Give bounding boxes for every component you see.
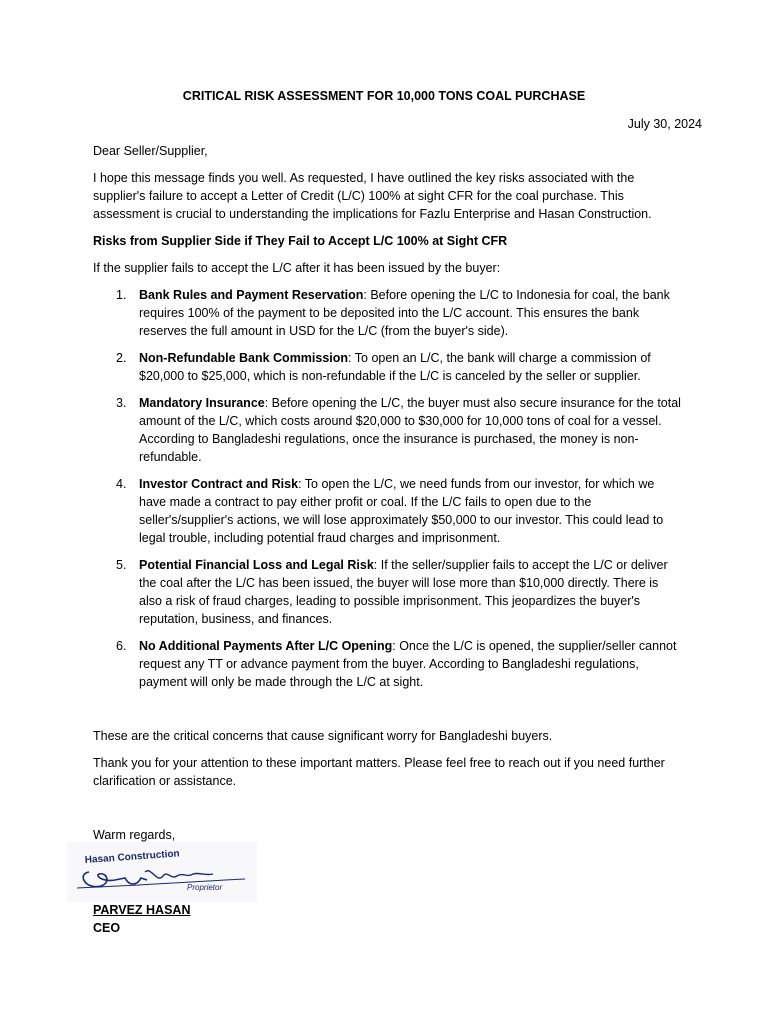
signature-image	[67, 842, 257, 902]
salutation: Dear Seller/Supplier,	[93, 144, 208, 158]
risk-title: Non-Refundable Bank Commission	[139, 351, 349, 365]
risk-number: 1.	[116, 288, 127, 302]
spacer	[93, 799, 683, 826]
closing: Warm regards,	[93, 828, 176, 842]
risk-title: Investor Contract and Risk	[139, 477, 299, 491]
signer-title: CEO	[93, 921, 121, 935]
risk-text: : Once the L/C is opened, the supplier/seller cannot request any TT or advance payment from the buyer. According to Bangladeshi regulations, payment will only be made through the L/C at sight.	[139, 639, 677, 689]
thanks-paragraph: Thank you for your attention to these important matters. Please feel free to reach out if you need further clarification or assistance.	[93, 756, 665, 788]
risk-item	[93, 556, 683, 628]
risk-item	[93, 475, 683, 547]
risk-item	[93, 637, 683, 691]
risk-title: Mandatory Insurance	[139, 396, 265, 410]
risk-title: Bank Rules and Payment Reservation	[139, 288, 364, 302]
lead-in-paragraph: If the supplier fails to accept the L/C after it has been issued by the buyer:	[93, 261, 501, 275]
risk-number: 2.	[116, 351, 127, 365]
signer-name: PARVEZ HASAN	[93, 903, 191, 917]
spacer	[93, 700, 683, 727]
risk-text: : To open an L/C, the bank will charge a commission of $20,000 to $25,000, which is non-refundable if the L/C is canceled by the seller or supplier.	[139, 351, 651, 383]
risk-number: 5.	[116, 558, 127, 572]
stamp-company-text: Hasan Construction	[84, 848, 180, 866]
risk-title: Potential Financial Loss and Legal Risk	[139, 558, 374, 572]
risk-number: 6.	[116, 639, 127, 653]
risk-text: : Before opening the L/C to Indonesia for coal, the bank requires 100% of the payment to be deposited into the L/C account. This ensures the bank reserves the full amount in USD for the L/C (from the buyer's side).	[139, 288, 670, 338]
risk-number: 4.	[116, 477, 127, 491]
risk-title: No Additional Payments After L/C Opening	[139, 639, 393, 653]
risk-list	[93, 286, 683, 691]
risk-item	[93, 349, 683, 385]
risk-text: : Before opening the L/C, the buyer must also secure insurance for the total amount of the L/C, which costs around $20,000 to $30,000 for 10,000 tons of coal for a vessel. According to Bangladeshi regulations, once the insurance is purchased, the money is non-refundable.	[139, 396, 681, 464]
risk-text: : If the seller/supplier fails to accept the L/C or deliver the coal after the L/C has been issued, the buyer will lose more than $10,000 directly. There is also a risk of fraud charges, leading to possible imprisonment. This jeopardizes the buyer's reputation, business, and finances.	[139, 558, 668, 626]
signature-stamp	[67, 842, 257, 902]
intro-paragraph: I hope this message finds you well. As requested, I have outlined the key risks associated with the supplier's failure to accept a Letter of Credit (L/C) 100% at sight CFR for the coal purchase. This assessment is crucial to understanding the implications for Fazlu Enterprise and Hasan Construction.	[93, 171, 652, 221]
risk-number: 3.	[116, 396, 127, 410]
section-heading: Risks from Supplier Side if They Fail to Accept L/C 100% at Sight CFR	[93, 234, 508, 248]
stamp-role-text: Proprietor	[187, 883, 223, 892]
document-title: CRITICAL RISK ASSESSMENT FOR 10,000 TONS COAL PURCHASE	[182, 89, 586, 103]
letter-date: July 30, 2024	[627, 117, 702, 131]
risk-text: : To open the L/C, we need funds from our investor, for which we have made a contract to pay either profit or coal. If the L/C fails to open due to the seller's/supplier's actions, we will lose approximately $50,000 to our investor. This could lead to legal trouble, including potential fraud charges and imprisonment.	[139, 477, 664, 545]
risk-item	[93, 394, 683, 466]
letter-body	[93, 142, 683, 853]
concerns-paragraph: These are the critical concerns that cause significant worry for Bangladeshi buyers.	[93, 729, 553, 743]
risk-item	[93, 286, 683, 340]
